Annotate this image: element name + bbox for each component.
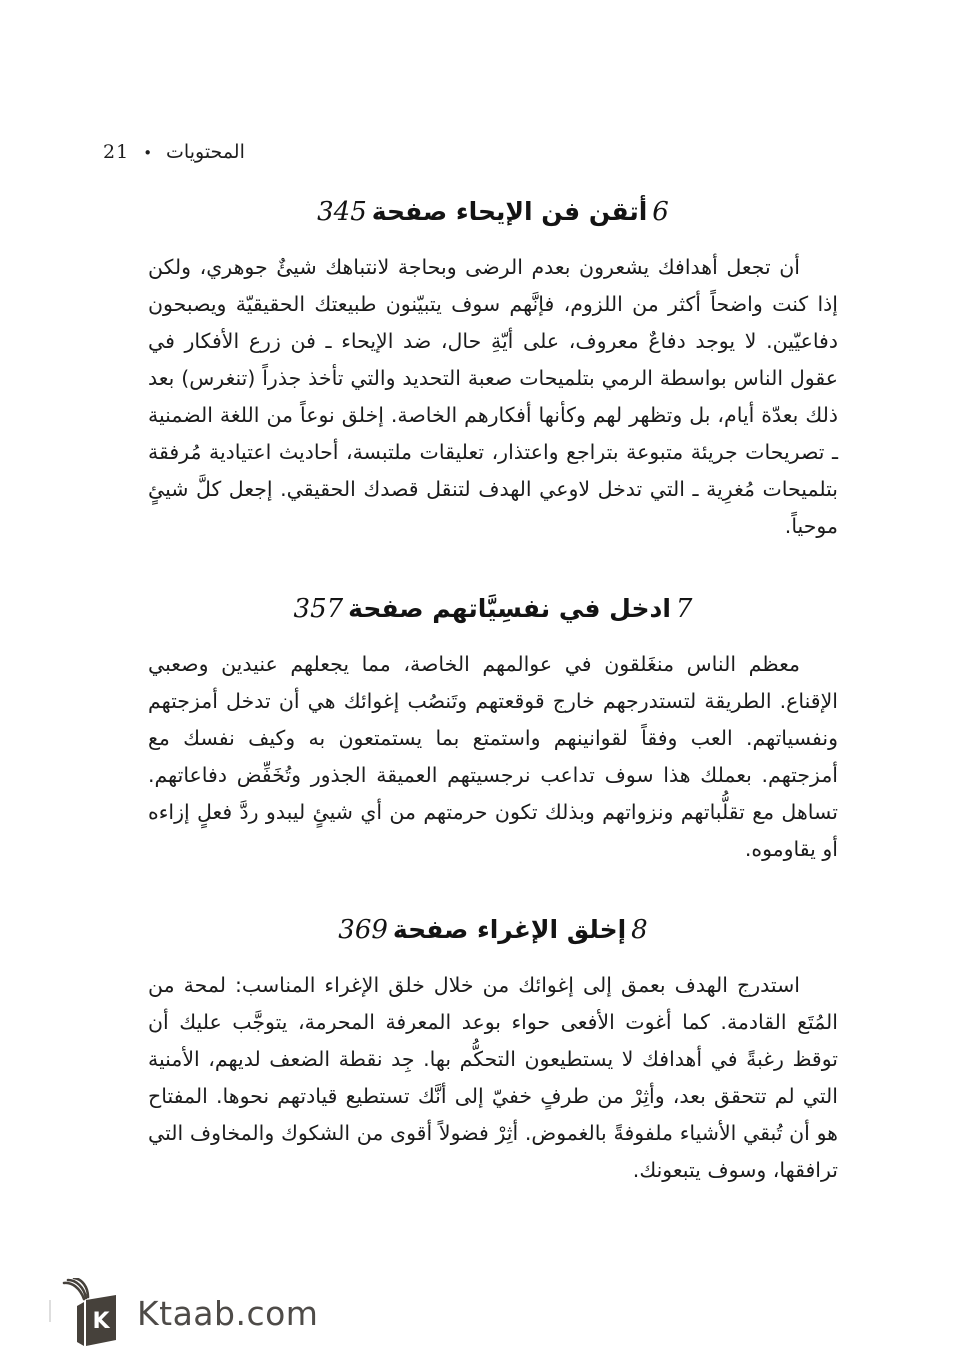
header-bullet-separator: •: [143, 143, 153, 162]
chapter-page-number: 369: [338, 915, 388, 945]
section-heading: [148, 910, 838, 950]
header-contents-label: المحتويات: [166, 141, 245, 163]
chapter-number: 6: [652, 197, 669, 227]
open-book-icon: [60, 1278, 122, 1348]
chapter-page-number: 345: [317, 197, 367, 227]
section-summary-text: أن تجعل أهدافك يشعرون بعدم الرضى وبحاجة لانتباهك شيئٌ جوهري، ولكن إذا كنت واضحاً أكثر من اللزوم، فإنَّهم سوف يتبيّنون طبيعتك الحقيقيّة ويصبحون دفاعيّين. لا يوجد دفاعٌ معروف، على أيّةِ حال، ضد الإيحاء ـ فن زرع الأفكار في عقول الناس بواسطة الرمي بتلميحات صعبة التحديد والتي تأخذ جذراً (تنغرس) بعد ذلك بعدّة أيام، بل وتظهر لهم وكأنها أفكارهم الخاصة. إخلق نوعاً من اللغة الضمنية ـ تصريحات جريئة متبوعة بتراجع واعتذار، تعليقات ملتبسة، أحاديث اعتيادية مُرفقة بتلميحات مُغرِية ـ التي تدخل لاوعي الهدف لتنقل قصدك الحقيقي. إجعل كلَّ شيئٍ موحياً.: [148, 255, 838, 538]
toc-section-8: [148, 910, 838, 1189]
chapter-number: 8: [631, 915, 648, 945]
page-header: [103, 141, 245, 163]
section-summary-text: معظم الناس منغَلقون في عوالمهم الخاصة، مما يجعلهم عنيدين وصعبي الإقناع. الطريقة لتستدرجهم خارج قوقعتهم وتَنصُب إغوائك هي أن تدخل أمزجتهم ونفسياتهم. العب وفقاً لقوانينهم واستمتع بما يستمتعون به وكيف نفسك مع أمزجتهم. بعملك هذا سوف تداعب نرجسيتهم العميقة الجذور وتُخَفِّض دفاعاتهم. تساهل مع تقلُّباتهم ونزواتهم وبذلك تكون حرمتهم من أي شيئٍ ليبدو ردَّ فعلٍ إزاءه أو يقاوموه.: [148, 652, 838, 861]
chapter-title: ادخل في نفسِيَّاتهم صفحة: [348, 594, 671, 623]
table-of-contents: [148, 192, 838, 1189]
chapter-title: إخلق الإغراء صفحة: [392, 915, 627, 944]
chapter-page-number: 357: [293, 594, 344, 624]
section-heading: [148, 589, 838, 629]
header-page-number: 21: [103, 141, 130, 163]
watermark-logo: [60, 1278, 318, 1348]
scan-artifact-line: [49, 1300, 51, 1322]
chapter-number: 7: [675, 594, 693, 624]
section-summary-text: استدرج الهدف بعمق إلى إغوائك من خلال خلق الإغراء المناسب: لمحة من المُتَع القادمة. كما أغوت الأفعى حواء بوعد المعرفة المحرمة، يتوجَّب عليك أن توقظ رغبةً في أهدافك لا يستطيعون التحكُّم بها. جِد نقطة الضعف لديهم، الأمنية التي لم تتحقق بعد، وأثِرْ من طرفٍ خفيّ إلى أنَّك تستطيع قيادتهم نحوها. المفتاح هو أن تُبقي الأشياء ملفوفةً بالغموض. أثِرْ فضولاً أقوى من الشكوك والمخاوف التي ترافقها، وسوف يتبعونك.: [148, 973, 838, 1182]
chapter-title: أتقن فن الإيحاء صفحة: [371, 197, 648, 226]
logo-letter: K: [92, 1309, 110, 1334]
toc-section-6: [148, 192, 838, 545]
section-heading: [148, 192, 838, 232]
logo-text: Ktaab.com: [137, 1293, 319, 1333]
toc-section-7: [148, 589, 838, 868]
